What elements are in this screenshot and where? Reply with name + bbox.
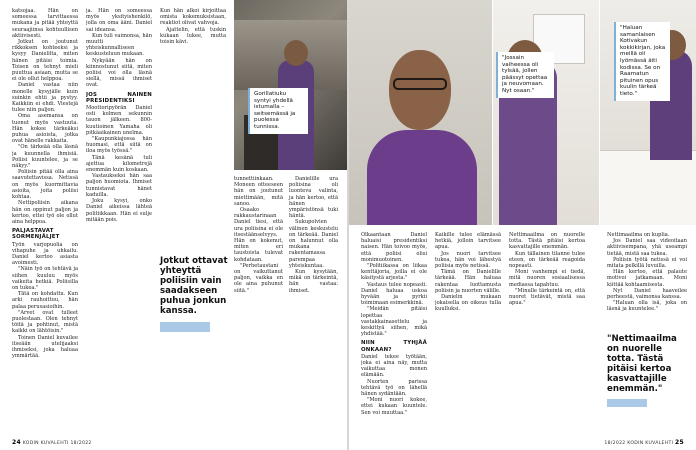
paragraph: Työn varjopuolia on vihapuhe ja uhkailu. Daniel kertoo asiasta avoimesti. bbox=[12, 241, 78, 267]
paragraph: "Minulle tärkeintä on, että nuoret tietävät, mistä saa apua." bbox=[509, 287, 585, 307]
paragraph: "Perhetaustani on vaikuttanut paljon, vaikka en ole aina puhunut siitä." bbox=[234, 262, 283, 294]
left-page bbox=[0, 0, 347, 450]
studio-photo bbox=[234, 0, 347, 170]
paragraph: Nettimaailma on nuorelle totta. Tästä pitäisi kertoa kasvattajille enemmän. bbox=[509, 232, 585, 251]
paragraph: Nuorten parissa tehtävä työ on lähellä hänen sydäntään. bbox=[361, 378, 427, 398]
paragraph: Poliisin pitää olla aina saavutettavissa. Netissä on myös kuormittavia asioita, joita poliisi kohtaa. bbox=[12, 169, 78, 201]
paragraph: Kaikille tulee elämässä hetkiä, jolloin tarvitsee apua. bbox=[435, 232, 501, 251]
right-pull-quote bbox=[607, 330, 691, 411]
right-column-3 bbox=[509, 232, 585, 438]
wall-photo bbox=[493, 0, 599, 225]
left-column-1 bbox=[12, 8, 78, 438]
paragraph: "Näin työ on tehtävä ja siihen kuuluu myös vaikeita hetkiä. Poliisilla on tukea." bbox=[12, 266, 78, 291]
paragraph: Tänä kesänä tuli ajettua kilometrejä enemmän kuin koskaan. bbox=[86, 154, 152, 174]
paragraph: Jos nuori tarvitsee tukea, hän voi lähestyä poliisia myös netissä. bbox=[435, 250, 501, 270]
paragraph: "Moni nuori kokee, ettei kukaan kuuntele. Sen voi muuttaa." bbox=[361, 397, 427, 416]
paragraph: Vastaukseksi hän saa paljon huomiota. Ihmiset tunnistavat hänet kaduilla. bbox=[86, 173, 152, 198]
pull-quote-text: Jotkut ottavat yhteyttä poliisiin vain saadakseen puhua jonkun kanssa. bbox=[160, 256, 228, 316]
right-column-2 bbox=[435, 232, 501, 438]
paragraph: Daniel tekee työtään, joka ei aina näy, mutta vaikuttaa monen elämään. bbox=[361, 353, 427, 379]
paragraph: "Politiikassa on liikaa kenttäjoria, joilla ei ole käsitystä arjesta." bbox=[361, 263, 427, 282]
paragraph: "Arvet ovat tulleet puolestaan. Olen tehnyt töitä ja pohtinut, mistä kaikki on lähtöisin." bbox=[12, 309, 78, 335]
paragraph: Moni vanhempi ei tiedä, mitä nuoren sosiaalisessa mediassa tapahtuu. bbox=[509, 269, 585, 288]
paragraph: Danielin mukaan jokaisella on oikeus tulla kuulluksi. bbox=[435, 294, 501, 313]
paragraph: Joku kysyi, onko Daniel aikeissa lähteä politiikkaan. Hän ei sulje mitään pois. bbox=[86, 198, 152, 223]
paragraph: Ajattelin, että tuskin kukaan lukee, mutta toisin kävi. bbox=[160, 26, 226, 46]
paragraph: Jotkut on joutunut rikkoksen kohteeksi ja kysyy Danielilta, miten hänen pitäisi toimia. Toisen on tehnyt mieli puuttua asiaan, mutta se ei ole ollut helppoa. bbox=[12, 39, 78, 83]
magazine-issue: 18/2022 KODIN KUVALEHTI bbox=[604, 441, 674, 446]
paragraph: Toinen Daniel kuvailee itseään utelijaaksi ihmiseksi, joka haluaa ymmärtää. bbox=[12, 334, 78, 360]
section-subhead: NIIN TYHJÄÄ ONKAAN? bbox=[361, 340, 427, 353]
pull-quote-accent-bar bbox=[160, 322, 210, 332]
paragraph: Nettimaailma on kuplia. bbox=[607, 232, 670, 238]
kitchen-photo-caption: "Haluan samanlaisen Kotivakun kokkikirjan, joka meillä oli lyömässä äiti kodissa. Se on Raamatun pituinen opus kuulin tärkeä tieto." bbox=[614, 22, 670, 101]
paragraph: Sukupolvien välinen keskustelu on tärkeää. Daniel on halunnut olla mukana rakentamassa parempaa yhteiskuntaa. bbox=[289, 219, 338, 269]
magazine-issue: KODIN KUVALEHTI 18/2022 bbox=[22, 441, 92, 446]
paragraph: Oma asemansa on tuonut myös vastuuta. Hän kokee tärkeäksi puhua asioista, jotka ovat hänelle rakkaita. bbox=[12, 113, 78, 145]
right-page bbox=[349, 0, 696, 450]
right-column-1 bbox=[361, 232, 427, 438]
paragraph: Kun kysytään, mikä on tärkeintä, hän vastaa: ihmiset. bbox=[289, 269, 338, 294]
page-number: 24 bbox=[12, 439, 21, 446]
paragraph: Daniel vastaa niin monelle kysyjälle kuin suinkin ehtii ja pystyy. Kaikkiin ei ehdi. Viestejä tulee niin paljon. bbox=[12, 82, 78, 114]
paragraph: "Meidän pitäisi lopettaa vastakkainasettelu ja keskittyä siihen, mikä yhdistää." bbox=[361, 306, 427, 338]
paragraph: katsojaa. Hän on someessa tarvittaessa mukana ja pitää yhteyttä seuraajiinsa kohtuullisen aktiivisesti. bbox=[12, 8, 78, 39]
section-subhead: PALJASTAVAT SORMENJÄLJET bbox=[12, 228, 60, 241]
paragraph: Kun hän alkoi kirjoittaa omista kokemuksistaan, reaktiot olivat vahvoja. bbox=[160, 8, 226, 27]
paragraph: ja. Hän on someessa myös yksityishenkilö, jolla on oma ääni. Daniel sai ideansa. bbox=[86, 8, 152, 33]
paragraph: Nykyään hän on kiinnostunut siitä, miten poliisi voi olla läsnä siellä, missä ihmiset ovat. bbox=[86, 57, 152, 89]
paragraph: Jos Daniel saa videoitaan aktiivisempana, yhä useampi tietää, mistä saa tukea. bbox=[607, 238, 687, 257]
wall-photo-caption: "Jossain vaiheessa oli tylsää, jollen päässyt opettaa ja neuvomaan. Nyt osaan." bbox=[496, 52, 554, 98]
left-pull-quote bbox=[160, 250, 230, 338]
paragraph: Kun tuli vaimonsa, hän muutti yhteiskunnalliseen keskusteluun mukaan. bbox=[86, 32, 152, 58]
left-column-4 bbox=[234, 176, 338, 438]
paragraph: Vastaus tulee nopeasti. Daniel haluaa uskoa hyvään ja pyrkii toimimaan esimerkkinä. bbox=[361, 281, 427, 307]
page-number: 25 bbox=[675, 439, 684, 446]
paragraph: Olkaantaan Daniel haluaisi presidentiksi naisen. Hän toivoo myös, että poliisi olisi monimuotoinen. bbox=[361, 232, 427, 263]
left-column-2 bbox=[86, 8, 152, 438]
portrait-photo bbox=[349, 0, 492, 225]
paragraph: "Kaupunkiajossa hän huomasi, että siitä on iloa myös työssä." bbox=[86, 136, 152, 155]
paragraph: Poliisin työtä netissä ei voi mitata pelkillä luvuilla. bbox=[607, 256, 687, 270]
section-subhead: JOS NAINEN PRESIDENTIKSI bbox=[86, 91, 152, 104]
paragraph: Danielille ura poliisina oli luonteva valinta, ja hän kertoo, että hänen ympäristönsä tuki häntä. bbox=[289, 176, 338, 220]
left-folio bbox=[12, 439, 92, 446]
paragraph: Nyt Daniel haaveilee perheestä, vaimonsa kanssa. bbox=[607, 287, 687, 301]
pull-quote-accent-bar bbox=[607, 399, 647, 407]
paragraph: Hän kertoo, että palaute motivoi jatkamaan. Moni kiittää kohtaamisesta. bbox=[607, 269, 687, 288]
paragraph: "Haluan olla isä, joka on läsnä ja kuuntelee." bbox=[607, 300, 687, 313]
paragraph: "On tärkeää olla läsnä ja kuunnella ihmisiä. Poliisi kuuntelee, ja se näkyy." bbox=[12, 144, 78, 170]
studio-photo-caption: Gorillatiuku syntyi yhdellä istumalla – seitsemässä ja puolessa tunnissa. bbox=[248, 88, 308, 134]
right-folio bbox=[604, 439, 684, 446]
left-column-3 bbox=[160, 8, 226, 438]
paragraph: Nettipoliisin aikana hän on oppinut paljon ja kertoo, ettei työ ole ollut aina helppoa. bbox=[12, 200, 78, 225]
pull-quote-text: "Nettimaailma on nuorelle totta. Tästä pitäisi kertoa kasvattajille enemmän." bbox=[607, 334, 677, 394]
paragraph: Moottoripyörän Daniel osti kolmen sekunnin tauon jälkeen. 800-kuutioinen Yamaha oli pitkäaikainen unelma. bbox=[86, 105, 152, 136]
paragraph: Osaako rakkaustarinaan Daniel tiesi, että ura poliisina ei ole itsestäänselvyys. Hän on kokenut, miten eri taustoista tulevat kohdataan. bbox=[234, 207, 283, 263]
paragraph: Tämä on Danielille tärkeää. Hän haluaa rakentaa luottamusta poliisin ja nuorten välille. bbox=[435, 269, 501, 294]
paragraph: Tätä on kohdattu. Kun arki rauhoittuu, hän palaa perusasioihin. bbox=[12, 291, 78, 310]
paragraph: Kun tällainen tilanne tulee eteen, on tärkeää reagoida nopeasti. bbox=[509, 250, 585, 270]
paragraph: tunnettiinkaan. Moneen otteeseen hän on joutunut miettimään, mitä sanoo. bbox=[234, 176, 283, 207]
